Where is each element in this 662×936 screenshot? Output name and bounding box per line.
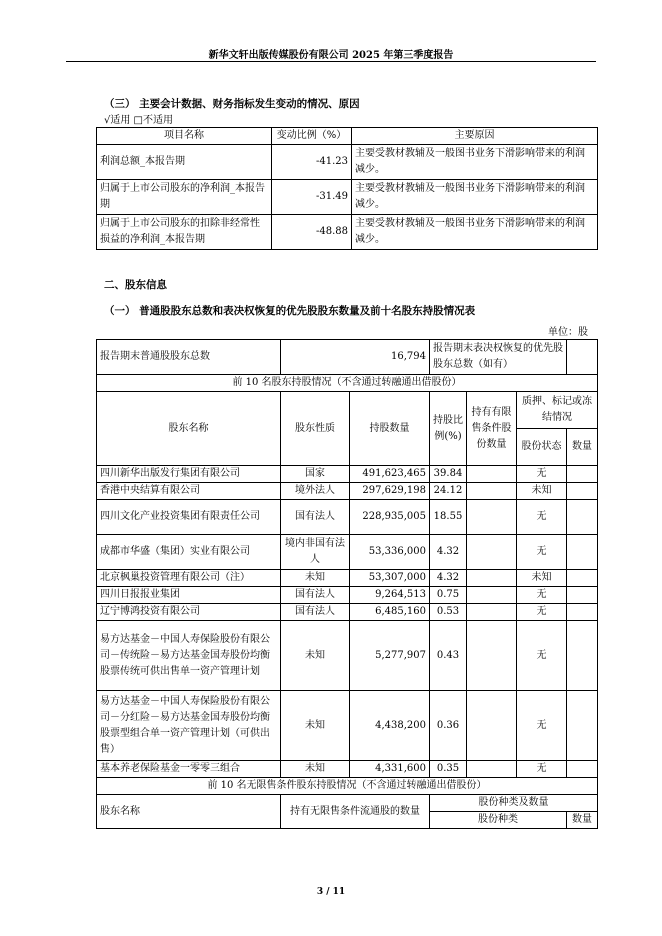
share-status: 无 [517, 761, 567, 778]
share-ratio: 4.32 [430, 570, 467, 587]
shareholder-name: 易方达基金－中国人寿保险股份有限公司－分红险－易方达基金国寿股份均衡股票型组合单一资产管理计划（可供出售） [97, 691, 281, 761]
table-row [97, 604, 598, 621]
share-ratio: 39.84 [430, 466, 467, 483]
pledge-count [567, 621, 598, 691]
share-quantity: 53,336,000 [350, 535, 430, 570]
col-ratio: 持股比例(%) [430, 392, 467, 466]
table-row [97, 180, 598, 215]
restricted-quantity [467, 761, 517, 778]
shareholder-nature: 未知 [281, 570, 350, 587]
page-number: 3 / 11 [316, 887, 346, 897]
share-quantity: 9,264,513 [350, 587, 430, 604]
table-row [97, 535, 598, 570]
shareholder-name: 北京枫巢投资管理有限公司（注） [97, 570, 281, 587]
shareholder-name: 四川文化产业投资集团有限责任公司 [97, 500, 281, 535]
col-kind: 股份种类 [430, 812, 567, 829]
shareholder-name: 成都市华盛（集团）实业有限公司 [97, 535, 281, 570]
pledge-count [567, 500, 598, 535]
total-value: 16,794 [281, 340, 430, 375]
share-status: 无 [517, 587, 567, 604]
share-status: 未知 [517, 570, 567, 587]
unrestricted-title-row [97, 778, 598, 795]
table-row [97, 145, 598, 180]
shareholder-name: 易方达基金－中国人寿保险股份有限公司－传统险－易方达基金国寿股份均衡股票传统可供出售单一资产管理计划 [97, 621, 281, 691]
section-2-title: 二、股东信息 [104, 279, 167, 291]
shareholder-name: 四川新华出版发行集团有限公司 [97, 466, 281, 483]
shareholder-nature: 国家 [281, 466, 350, 483]
table-header-row [97, 128, 598, 145]
share-quantity: 228,935,005 [350, 500, 430, 535]
change-reason: 主要受教材教辅及一般图书业务下滑影响带来的利润减少。 [352, 180, 598, 215]
change-reason: 主要受教材教辅及一般图书业务下滑影响带来的利润减少。 [352, 145, 598, 180]
col-item: 项目名称 [97, 128, 272, 145]
share-quantity: 4,438,200 [350, 691, 430, 761]
share-ratio: 0.36 [430, 691, 467, 761]
header-row-1 [97, 392, 598, 429]
top10-title: 前 10 名股东持股情况（不含通过转融通出借股份） [97, 375, 598, 392]
share-status: 无 [517, 535, 567, 570]
table-row [97, 691, 598, 761]
share-status: 无 [517, 466, 567, 483]
preferred-label: 报告期末表决权恢复的优先股股东总数（如有） [430, 340, 567, 375]
restricted-quantity [467, 483, 517, 500]
change-reason: 主要受教材教辅及一般图书业务下滑影响带来的利润减少。 [352, 215, 598, 250]
header-divider [66, 61, 596, 62]
document-header: 新华文轩出版传媒股份有限公司 2025 年第三季度报告 [208, 50, 454, 61]
item-name: 利润总额_本报告期 [97, 145, 272, 180]
table-row [97, 500, 598, 535]
col-kind-group: 股份种类及数量 [430, 795, 598, 812]
shareholder-nature: 境内非国有法人 [281, 535, 350, 570]
top10-title-row [97, 375, 598, 392]
shareholder-nature: 国有法人 [281, 500, 350, 535]
shareholder-nature: 境外法人 [281, 483, 350, 500]
table-row [97, 215, 598, 250]
restricted-quantity [467, 500, 517, 535]
col-ratio: 变动比例（%） [272, 128, 352, 145]
shareholders-table [96, 339, 598, 829]
change-reason-table [96, 127, 598, 250]
shareholder-name: 香港中央结算有限公司 [97, 483, 281, 500]
share-quantity: 297,629,198 [350, 483, 430, 500]
share-ratio: 0.43 [430, 621, 467, 691]
share-quantity: 491,623,465 [350, 466, 430, 483]
share-ratio: 0.35 [430, 761, 467, 778]
col-count: 数量 [567, 429, 598, 466]
restricted-quantity [467, 535, 517, 570]
col-amount: 数量 [567, 812, 598, 829]
pledge-count [567, 570, 598, 587]
restricted-quantity [467, 466, 517, 483]
col-shareholder-name: 股东名称 [97, 392, 281, 466]
table-row [97, 570, 598, 587]
table-row [97, 483, 598, 500]
total-shareholders-row [97, 340, 598, 375]
section-3-title: （三） 主要会计数据、财务指标发生变动的情况、原因 [104, 98, 360, 110]
pledge-count [567, 535, 598, 570]
col-pledge: 质押、标记或冻结情况 [517, 392, 598, 429]
restricted-quantity [467, 691, 517, 761]
shareholder-nature: 未知 [281, 761, 350, 778]
table-row [97, 466, 598, 483]
pledge-count [567, 604, 598, 621]
share-ratio: 24.12 [430, 483, 467, 500]
shareholders-subtitle: （一） 普通股股东总数和表决权恢复的优先股股东数量及前十名股东持股情况表 [104, 305, 476, 317]
pledge-count [567, 466, 598, 483]
total-label: 报告期末普通股股东总数 [97, 340, 281, 375]
share-status: 未知 [517, 483, 567, 500]
share-quantity: 53,307,000 [350, 570, 430, 587]
col-share-status: 股份状态 [517, 429, 567, 466]
table-row [97, 621, 598, 691]
item-name: 归属于上市公司股东的净利润_本报告期 [97, 180, 272, 215]
share-status: 无 [517, 621, 567, 691]
change-ratio: -41.23 [272, 145, 352, 180]
shareholder-nature: 未知 [281, 621, 350, 691]
shareholder-nature: 国有法人 [281, 604, 350, 621]
share-quantity: 6,485,160 [350, 604, 430, 621]
pledge-count [567, 483, 598, 500]
shareholder-nature: 国有法人 [281, 587, 350, 604]
restricted-quantity [467, 621, 517, 691]
shareholder-name: 四川日报报业集团 [97, 587, 281, 604]
share-status: 无 [517, 604, 567, 621]
col-unrestricted-name: 股东名称 [97, 795, 281, 829]
applicable-checkbox-line: √适用 □不适用 [104, 115, 173, 126]
pledge-count [567, 587, 598, 604]
preferred-value [567, 340, 598, 375]
col-restricted: 持有有限售条件股份数量 [467, 392, 517, 466]
unrestricted-header-row-1 [97, 795, 598, 812]
change-ratio: -31.49 [272, 180, 352, 215]
restricted-quantity [467, 604, 517, 621]
col-quantity: 持股数量 [350, 392, 430, 466]
pledge-count [567, 691, 598, 761]
share-ratio: 0.53 [430, 604, 467, 621]
restricted-quantity [467, 570, 517, 587]
restricted-quantity [467, 587, 517, 604]
change-ratio: -48.88 [272, 215, 352, 250]
pledge-count [567, 761, 598, 778]
shareholder-name: 基本养老保险基金一零零三组合 [97, 761, 281, 778]
share-status: 无 [517, 691, 567, 761]
share-quantity: 4,331,600 [350, 761, 430, 778]
table-row [97, 587, 598, 604]
shareholder-name: 辽宁博鸿投资有限公司 [97, 604, 281, 621]
col-reason: 主要原因 [352, 128, 598, 145]
unrestricted-title: 前 10 名无限售条件股东持股情况（不含通过转融通出借股份） [97, 778, 598, 795]
share-quantity: 5,277,907 [350, 621, 430, 691]
table-row [97, 761, 598, 778]
unit-label: 单位：股 [548, 327, 588, 338]
col-nature: 股东性质 [281, 392, 350, 466]
share-ratio: 0.75 [430, 587, 467, 604]
share-ratio: 4.32 [430, 535, 467, 570]
share-ratio: 18.55 [430, 500, 467, 535]
col-unrestricted-qty: 持有无限售条件流通股的数量 [281, 795, 430, 829]
share-status: 无 [517, 500, 567, 535]
item-name: 归属于上市公司股东的扣除非经常性损益的净利润_本报告期 [97, 215, 272, 250]
shareholder-nature: 未知 [281, 691, 350, 761]
